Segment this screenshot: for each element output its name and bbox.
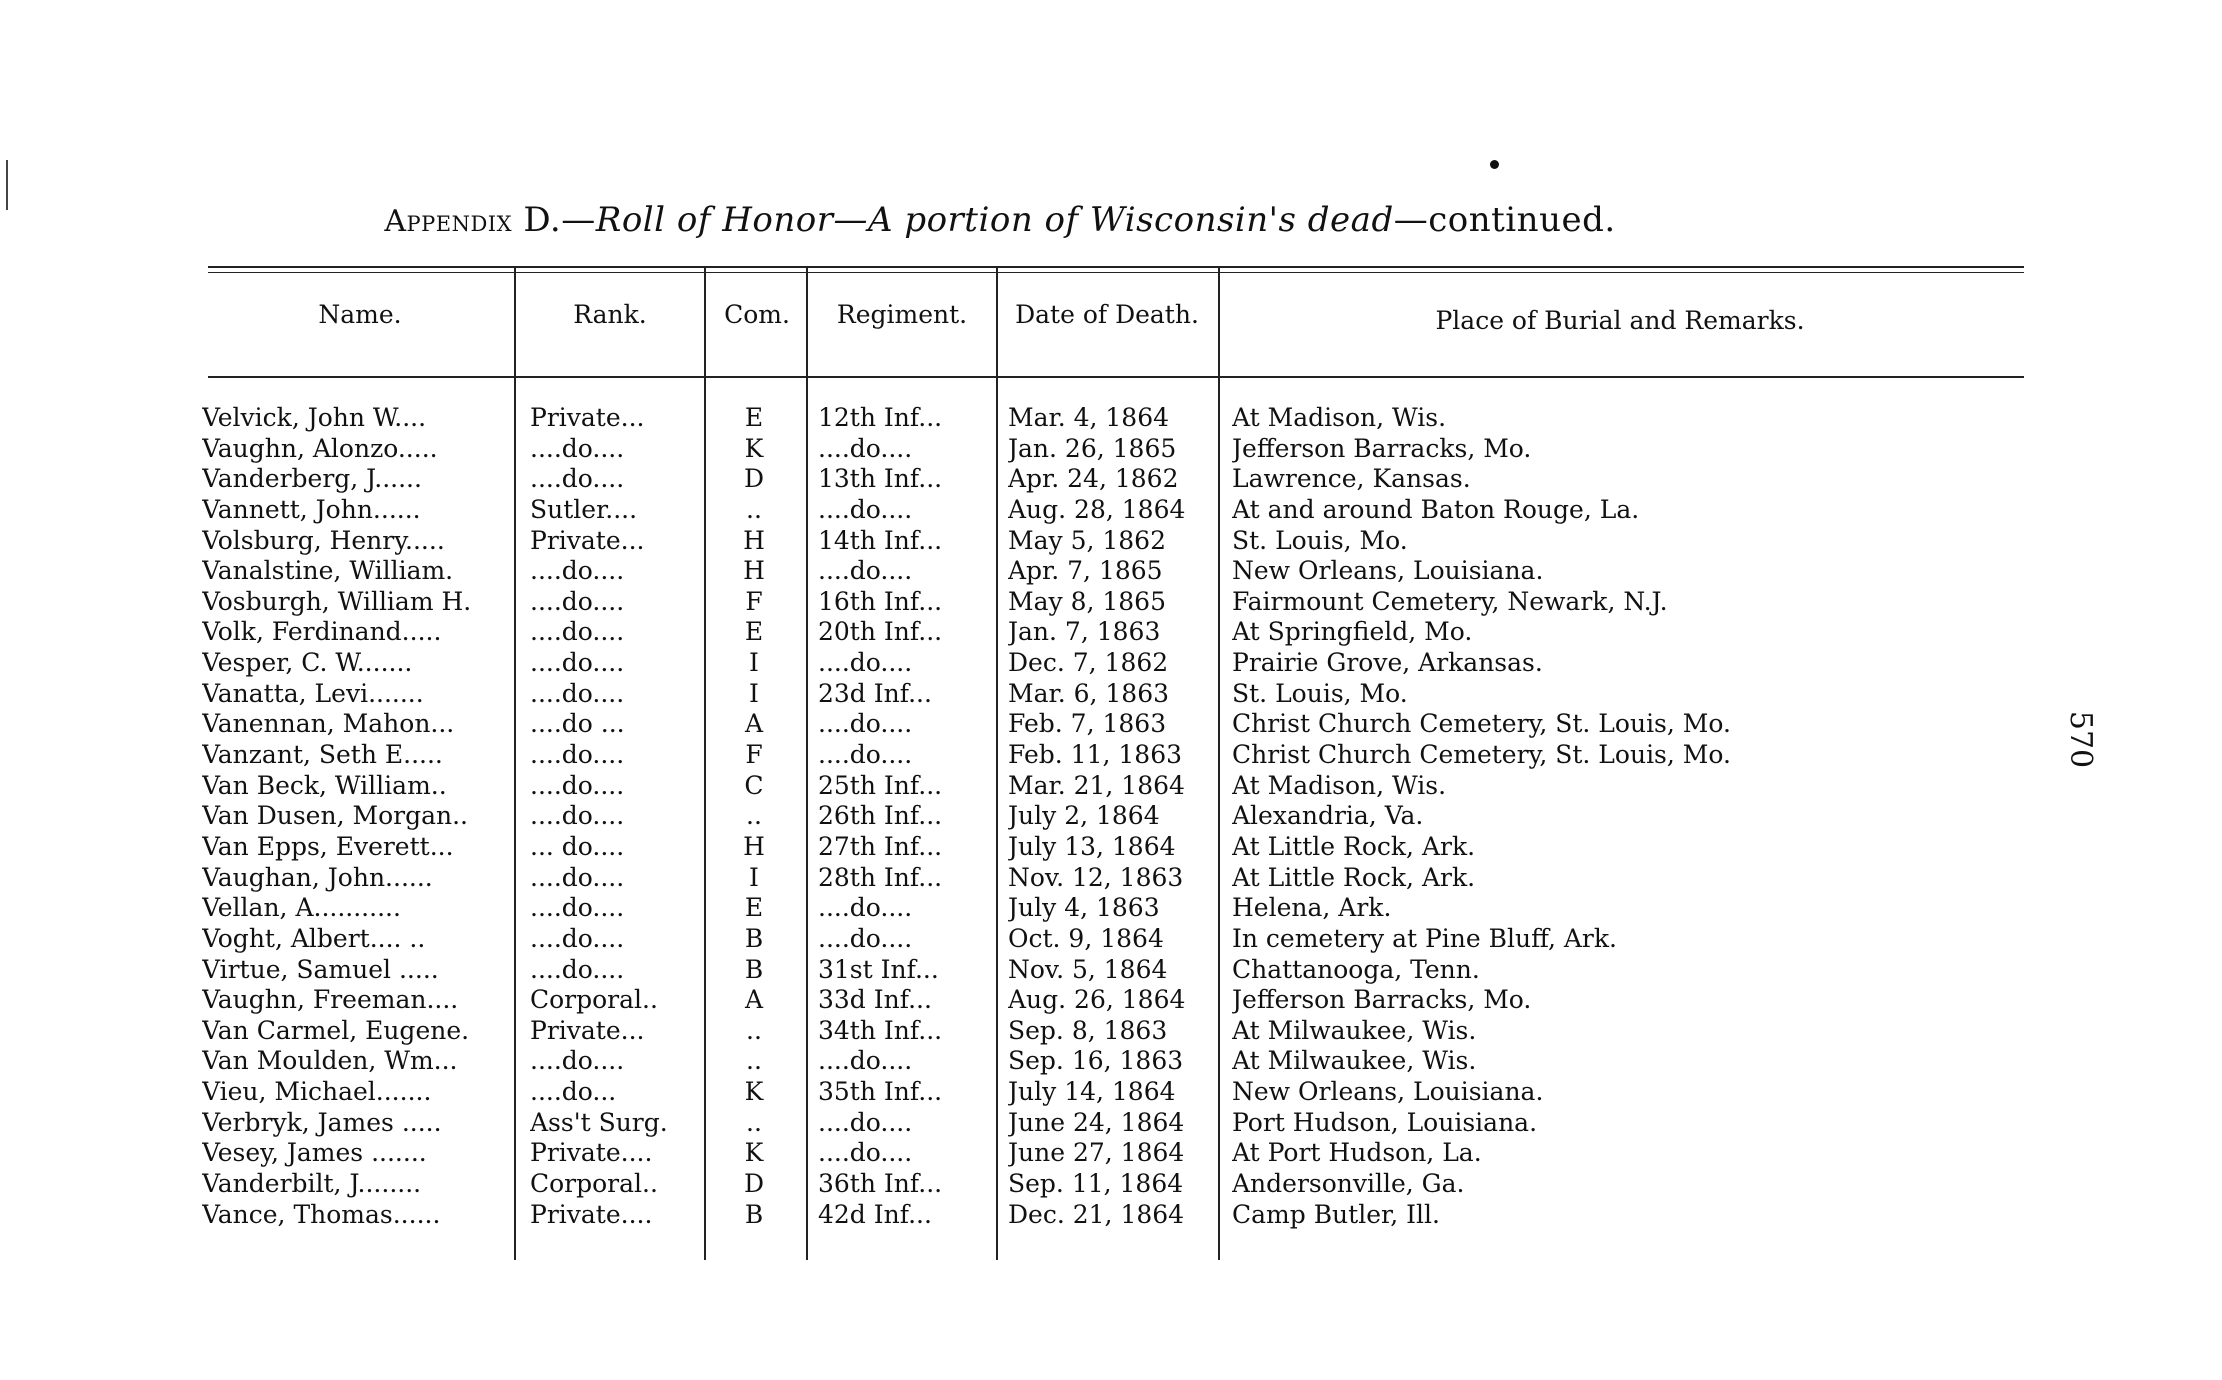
cell-date: Nov. 12, 1863 bbox=[1008, 862, 1184, 892]
cell-name: Van Carmel, Eugene. bbox=[202, 1015, 470, 1045]
cell-place: Christ Church Cemetery, St. Louis, Mo. bbox=[1232, 709, 1731, 739]
cell-date: Mar. 6, 1863 bbox=[1008, 678, 1170, 708]
cell-regiment: 42d Inf... bbox=[818, 1199, 932, 1229]
cell-name: Verbryk, James ..... bbox=[202, 1107, 442, 1137]
cell-regiment: ....do.... bbox=[818, 648, 913, 678]
cell-date: Mar. 21, 1864 bbox=[1008, 770, 1185, 800]
cell-date: Aug. 28, 1864 bbox=[1008, 494, 1186, 524]
cell-com: F bbox=[745, 586, 763, 616]
cell-date: May 8, 1865 bbox=[1008, 586, 1166, 616]
cell-com: H bbox=[743, 556, 765, 586]
cell-rank: Corporal.. bbox=[530, 985, 658, 1015]
table-row bbox=[0, 434, 2222, 465]
cell-date: Dec. 7, 1862 bbox=[1008, 648, 1169, 678]
cell-name: Vaughn, Freeman.... bbox=[202, 985, 459, 1015]
cell-place: Prairie Grove, Arkansas. bbox=[1232, 648, 1543, 678]
cell-regiment: 26th Inf... bbox=[818, 801, 943, 831]
cell-regiment: 34th Inf... bbox=[818, 1015, 943, 1045]
cell-date: Oct. 9, 1864 bbox=[1008, 923, 1164, 953]
cell-place: At Madison, Wis. bbox=[1232, 770, 1447, 800]
cell-place: Helena, Ark. bbox=[1232, 893, 1392, 923]
cell-place: Jefferson Barracks, Mo. bbox=[1232, 985, 1532, 1015]
cell-place: Port Hudson, Louisiana. bbox=[1232, 1107, 1538, 1137]
cell-date: Apr. 7, 1865 bbox=[1008, 556, 1163, 586]
table-row bbox=[0, 955, 2222, 986]
column-header-rank: Rank. bbox=[573, 300, 647, 329]
cell-place: St. Louis, Mo. bbox=[1232, 678, 1408, 708]
cell-place: New Orleans, Louisiana. bbox=[1232, 1077, 1544, 1107]
cell-regiment: 16th Inf... bbox=[818, 586, 943, 616]
cell-regiment: ....do.... bbox=[818, 740, 913, 770]
cell-regiment: 27th Inf... bbox=[818, 831, 943, 861]
table-row bbox=[0, 464, 2222, 495]
cell-name: Vaughan, John...... bbox=[202, 862, 433, 892]
cell-name: Vanderbilt, J........ bbox=[202, 1169, 422, 1199]
table-row bbox=[0, 1046, 2222, 1077]
title-italic: Roll of Honor—A portion of Wisconsin's dead bbox=[595, 200, 1394, 240]
cell-regiment: ....do.... bbox=[818, 494, 913, 524]
cell-com: A bbox=[744, 985, 764, 1015]
cell-regiment: 36th Inf... bbox=[818, 1169, 943, 1199]
table-row bbox=[0, 801, 2222, 832]
cell-rank: ....do.... bbox=[530, 923, 625, 953]
cell-name: Vesey, James ....... bbox=[202, 1138, 427, 1168]
cell-place: At Port Hudson, La. bbox=[1232, 1138, 1482, 1168]
cell-date: Dec. 21, 1864 bbox=[1008, 1199, 1185, 1229]
table-row bbox=[0, 1016, 2222, 1047]
cell-date: July 14, 1864 bbox=[1008, 1077, 1176, 1107]
cell-place: At Little Rock, Ark. bbox=[1232, 862, 1476, 892]
cell-place: Lawrence, Kansas. bbox=[1232, 464, 1471, 494]
column-header-com: Com. bbox=[724, 300, 790, 329]
cell-rank: ....do.... bbox=[530, 801, 625, 831]
table-row bbox=[0, 587, 2222, 618]
cell-name: Van Dusen, Morgan.. bbox=[202, 801, 468, 831]
cell-com: H bbox=[743, 525, 765, 555]
table-row bbox=[0, 832, 2222, 863]
cell-place: Jefferson Barracks, Mo. bbox=[1232, 433, 1532, 463]
cell-com: .. bbox=[746, 801, 762, 831]
cell-com: C bbox=[744, 770, 764, 800]
cell-rank: ... do.... bbox=[530, 831, 625, 861]
cell-com: K bbox=[744, 433, 764, 463]
cell-regiment: ....do.... bbox=[818, 923, 913, 953]
cell-place: At Little Rock, Ark. bbox=[1232, 831, 1476, 861]
cell-name: Vanzant, Seth E..... bbox=[202, 740, 443, 770]
cell-regiment: 12th Inf... bbox=[818, 403, 943, 432]
cell-name: Vanalstine, William. bbox=[202, 556, 454, 586]
table-row bbox=[0, 893, 2222, 924]
cell-regiment: ....do.... bbox=[818, 1046, 913, 1076]
cell-date: June 24, 1864 bbox=[1008, 1107, 1185, 1137]
cell-name: Volk, Ferdinand..... bbox=[202, 617, 442, 647]
page-title bbox=[200, 200, 1800, 240]
cell-regiment: 35th Inf... bbox=[818, 1077, 943, 1107]
cell-regiment: 13th Inf... bbox=[818, 464, 943, 494]
table-row bbox=[0, 495, 2222, 526]
cell-com: I bbox=[749, 648, 759, 678]
cell-rank: Sutler.... bbox=[530, 494, 638, 524]
cell-rank: Private... bbox=[530, 525, 645, 555]
cell-date: Sep. 8, 1863 bbox=[1008, 1015, 1168, 1045]
cell-place: At and around Baton Rouge, La. bbox=[1232, 494, 1640, 524]
cell-rank: ....do ... bbox=[530, 709, 625, 739]
cell-place: St. Louis, Mo. bbox=[1232, 525, 1408, 555]
cell-date: July 2, 1864 bbox=[1008, 801, 1160, 831]
cell-place: Fairmount Cemetery, Newark, N.J. bbox=[1232, 586, 1668, 616]
cell-name: Van Epps, Everett... bbox=[202, 831, 454, 861]
cell-name: Vanennan, Mahon... bbox=[202, 709, 455, 739]
cell-rank: Ass't Surg. bbox=[530, 1107, 668, 1137]
cell-place: At Springfield, Mo. bbox=[1232, 617, 1473, 647]
cell-name: Van Moulden, Wm... bbox=[202, 1046, 458, 1076]
cell-date: July 4, 1863 bbox=[1008, 893, 1160, 923]
header-rule-bottom bbox=[208, 376, 2024, 378]
table-row bbox=[0, 1138, 2222, 1169]
cell-com: .. bbox=[746, 1046, 762, 1076]
cell-date: Nov. 5, 1864 bbox=[1008, 954, 1168, 984]
cell-com: E bbox=[744, 403, 764, 432]
cell-com: .. bbox=[746, 1107, 762, 1137]
table-row bbox=[0, 1169, 2222, 1200]
cell-date: May 5, 1862 bbox=[1008, 525, 1166, 555]
cell-rank: Private... bbox=[530, 1015, 645, 1045]
cell-com: A bbox=[744, 709, 764, 739]
header-rule-top bbox=[208, 266, 2024, 268]
cell-rank: ....do.... bbox=[530, 862, 625, 892]
cell-date: Apr. 24, 1862 bbox=[1008, 464, 1179, 494]
cell-place: Andersonville, Ga. bbox=[1232, 1169, 1465, 1199]
table-row bbox=[0, 648, 2222, 679]
table-row bbox=[0, 924, 2222, 955]
table-row bbox=[0, 863, 2222, 894]
cell-place: New Orleans, Louisiana. bbox=[1232, 556, 1544, 586]
cell-name: Van Beck, William.. bbox=[202, 770, 447, 800]
cell-com: E bbox=[744, 893, 764, 923]
cell-name: Vesper, C. W....... bbox=[202, 648, 413, 678]
cell-com: F bbox=[745, 740, 763, 770]
cell-regiment: 25th Inf... bbox=[818, 770, 943, 800]
cell-rank: ....do... bbox=[530, 1077, 617, 1107]
cell-rank: ....do.... bbox=[530, 770, 625, 800]
cell-rank: ....do.... bbox=[530, 954, 625, 984]
cell-rank: ....do.... bbox=[530, 586, 625, 616]
cell-rank: ....do.... bbox=[530, 433, 625, 463]
cell-rank: ....do.... bbox=[530, 617, 625, 647]
cell-com: K bbox=[744, 1077, 764, 1107]
cell-name: Vosburgh, William H. bbox=[202, 586, 472, 616]
cell-com: B bbox=[744, 954, 764, 984]
header-rule-top-inner bbox=[208, 272, 2024, 273]
cell-place: In cemetery at Pine Bluff, Ark. bbox=[1232, 923, 1617, 953]
table-row bbox=[0, 1108, 2222, 1139]
table-row bbox=[0, 679, 2222, 710]
cell-regiment: ....do.... bbox=[818, 433, 913, 463]
cell-date: Mar. 4, 1864 bbox=[1008, 403, 1170, 432]
column-header-regiment: Regiment. bbox=[836, 300, 968, 329]
cell-place: At Madison, Wis. bbox=[1232, 403, 1447, 432]
column-header-place: Place of Burial and Remarks. bbox=[1435, 306, 1805, 335]
cell-regiment: ....do.... bbox=[818, 1107, 913, 1137]
cell-name: Virtue, Samuel ..... bbox=[202, 954, 439, 984]
cell-place: At Milwaukee, Wis. bbox=[1232, 1046, 1477, 1076]
cell-place: Christ Church Cemetery, St. Louis, Mo. bbox=[1232, 740, 1731, 770]
cell-name: Voght, Albert.... .. bbox=[202, 923, 426, 953]
cell-place: Chattanooga, Tenn. bbox=[1232, 954, 1480, 984]
table-row bbox=[0, 617, 2222, 648]
cell-date: July 13, 1864 bbox=[1008, 831, 1176, 861]
cell-date: Jan. 7, 1863 bbox=[1008, 617, 1161, 647]
table-row bbox=[0, 771, 2222, 802]
title-prefix: Appendix bbox=[384, 204, 513, 239]
table-row bbox=[0, 1077, 2222, 1108]
cell-com: I bbox=[749, 678, 759, 708]
cell-date: Jan. 26, 1865 bbox=[1008, 433, 1177, 463]
cell-rank: ....do.... bbox=[530, 678, 625, 708]
cell-com: H bbox=[743, 831, 765, 861]
cell-com: I bbox=[749, 862, 759, 892]
cell-date: Aug. 26, 1864 bbox=[1008, 985, 1186, 1015]
cell-name: Vellan, A........... bbox=[202, 893, 401, 923]
table-row bbox=[0, 985, 2222, 1016]
title-suffix: —continued. bbox=[1393, 200, 1616, 240]
cell-rank: ....do.... bbox=[530, 648, 625, 678]
cell-rank: ....do.... bbox=[530, 556, 625, 586]
cell-regiment: ....do.... bbox=[818, 1138, 913, 1168]
table-row bbox=[0, 1200, 2222, 1231]
cell-date: Feb. 11, 1863 bbox=[1008, 740, 1182, 770]
cell-name: Vanatta, Levi....... bbox=[202, 678, 424, 708]
cell-name: Vaughn, Alonzo..... bbox=[202, 433, 438, 463]
cell-regiment: 31st Inf... bbox=[818, 954, 939, 984]
cell-com: E bbox=[744, 617, 764, 647]
cell-regiment: 14th Inf... bbox=[818, 525, 943, 555]
cell-com: .. bbox=[746, 494, 762, 524]
cell-regiment: ....do.... bbox=[818, 893, 913, 923]
cell-rank: Private.... bbox=[530, 1138, 653, 1168]
cell-date: June 27, 1864 bbox=[1008, 1138, 1185, 1168]
cell-date: Sep. 11, 1864 bbox=[1008, 1169, 1184, 1199]
ink-dot bbox=[1490, 160, 1499, 169]
cell-com: B bbox=[744, 923, 764, 953]
cell-rank: ....do.... bbox=[530, 464, 625, 494]
cell-name: Vannett, John...... bbox=[202, 494, 421, 524]
cell-regiment: 23d Inf... bbox=[818, 678, 932, 708]
cell-rank: Private.... bbox=[530, 1199, 653, 1229]
cell-regiment: 28th Inf... bbox=[818, 862, 943, 892]
cell-regiment: ....do.... bbox=[818, 709, 913, 739]
table-row bbox=[0, 556, 2222, 587]
cell-rank: ....do.... bbox=[530, 1046, 625, 1076]
title-letter: D.— bbox=[523, 200, 596, 240]
cell-regiment: 33d Inf... bbox=[818, 985, 932, 1015]
cell-name: Velvick, John W.... bbox=[202, 403, 427, 432]
margin-mark bbox=[6, 160, 8, 210]
cell-place: Camp Butler, Ill. bbox=[1232, 1199, 1440, 1229]
cell-date: Feb. 7, 1863 bbox=[1008, 709, 1167, 739]
roll-table-body bbox=[0, 403, 2222, 1230]
cell-name: Vanderberg, J...... bbox=[202, 464, 422, 494]
cell-rank: Private... bbox=[530, 403, 645, 432]
cell-name: Vance, Thomas...... bbox=[202, 1199, 441, 1229]
table-row bbox=[0, 403, 2222, 434]
table-row bbox=[0, 740, 2222, 771]
cell-regiment: 20th Inf... bbox=[818, 617, 943, 647]
cell-rank: Corporal.. bbox=[530, 1169, 658, 1199]
cell-com: B bbox=[744, 1199, 764, 1229]
cell-rank: ....do.... bbox=[530, 893, 625, 923]
cell-place: Alexandria, Va. bbox=[1232, 801, 1424, 831]
cell-date: Sep. 16, 1863 bbox=[1008, 1046, 1184, 1076]
table-row bbox=[0, 526, 2222, 557]
table-row bbox=[0, 709, 2222, 740]
cell-com: .. bbox=[746, 1015, 762, 1045]
cell-com: K bbox=[744, 1138, 764, 1168]
cell-com: D bbox=[743, 1169, 765, 1199]
cell-name: Vieu, Michael....... bbox=[202, 1077, 432, 1107]
cell-rank: ....do.... bbox=[530, 740, 625, 770]
cell-regiment: ....do.... bbox=[818, 556, 913, 586]
cell-place: At Milwaukee, Wis. bbox=[1232, 1015, 1477, 1045]
cell-com: D bbox=[743, 464, 765, 494]
column-header-name: Name. bbox=[318, 300, 402, 329]
cell-name: Volsburg, Henry..... bbox=[202, 525, 445, 555]
page-number: 570 bbox=[2063, 710, 2099, 769]
column-header-date: Date of Death. bbox=[1015, 300, 1199, 329]
